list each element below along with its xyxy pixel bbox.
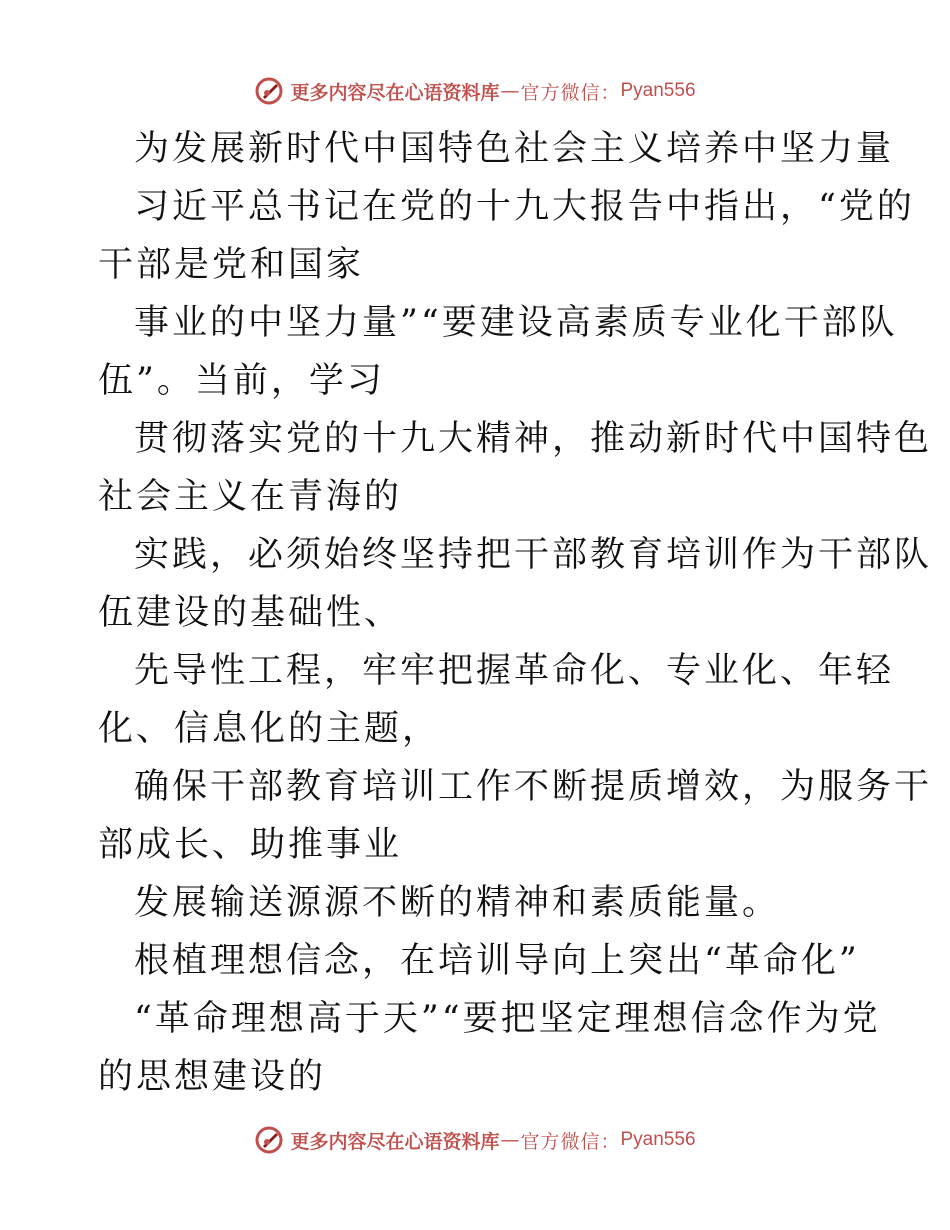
watermark-header [0,71,950,111]
watermark-dash: — [500,1129,520,1151]
text-line: 化、信息化的主题， [98,709,441,749]
watermark-id: Pyan556 [620,1129,696,1150]
text-line: 贯彻落实党的十九大精神，推动新时代中国特色 [134,419,933,459]
watermark-main-text: 更多内容尽在心语资料库 [290,1130,500,1153]
text-line: 的思想建设的 [98,1057,327,1097]
text-line: 发展输送源源不断的精神和素质能量。 [134,883,781,923]
text-line: 根植理想信念，在培训导向上突出“革命化” [134,941,860,981]
watermark-sub-text: 官方微信： [520,81,621,104]
document-body [98,120,933,1106]
watermark-dash: — [500,80,520,102]
watermark-sub-text: 官方微信： [520,1130,621,1153]
text-line: 伍”。当前，学习 [98,361,385,401]
text-line: 实践，必须始终坚持把干部教育培训作为干部队 [134,535,933,575]
watermark-id: Pyan556 [620,80,696,101]
text-line: 社会主义在青海的 [98,477,403,517]
text-line: 习近平总书记在党的十九大报告中指出，“党的 [134,187,915,227]
watermark-main-text: 更多内容尽在心语资料库 [290,81,500,104]
text-line: 伍建设的基础性、 [98,593,403,633]
quill-seal-icon [254,76,284,106]
text-line: 确保干部教育培训工作不断提质增效，为服务干 [134,767,933,807]
text-line: “革命理想高于天”“要把坚定理想信念作为党 [134,999,881,1039]
text-line: 部成长、助推事业 [98,825,403,865]
text-line: 干部是党和国家 [98,245,365,285]
text-line: 为发展新时代中国特色社会主义培养中坚力量 [134,129,895,169]
watermark-footer [0,1120,950,1160]
text-line: 事业的中坚力量”“要建设高素质专业化干部队 [134,303,898,343]
quill-seal-icon [254,1125,284,1155]
text-line: 先导性工程，牢牢把握革命化、专业化、年轻 [134,651,895,691]
